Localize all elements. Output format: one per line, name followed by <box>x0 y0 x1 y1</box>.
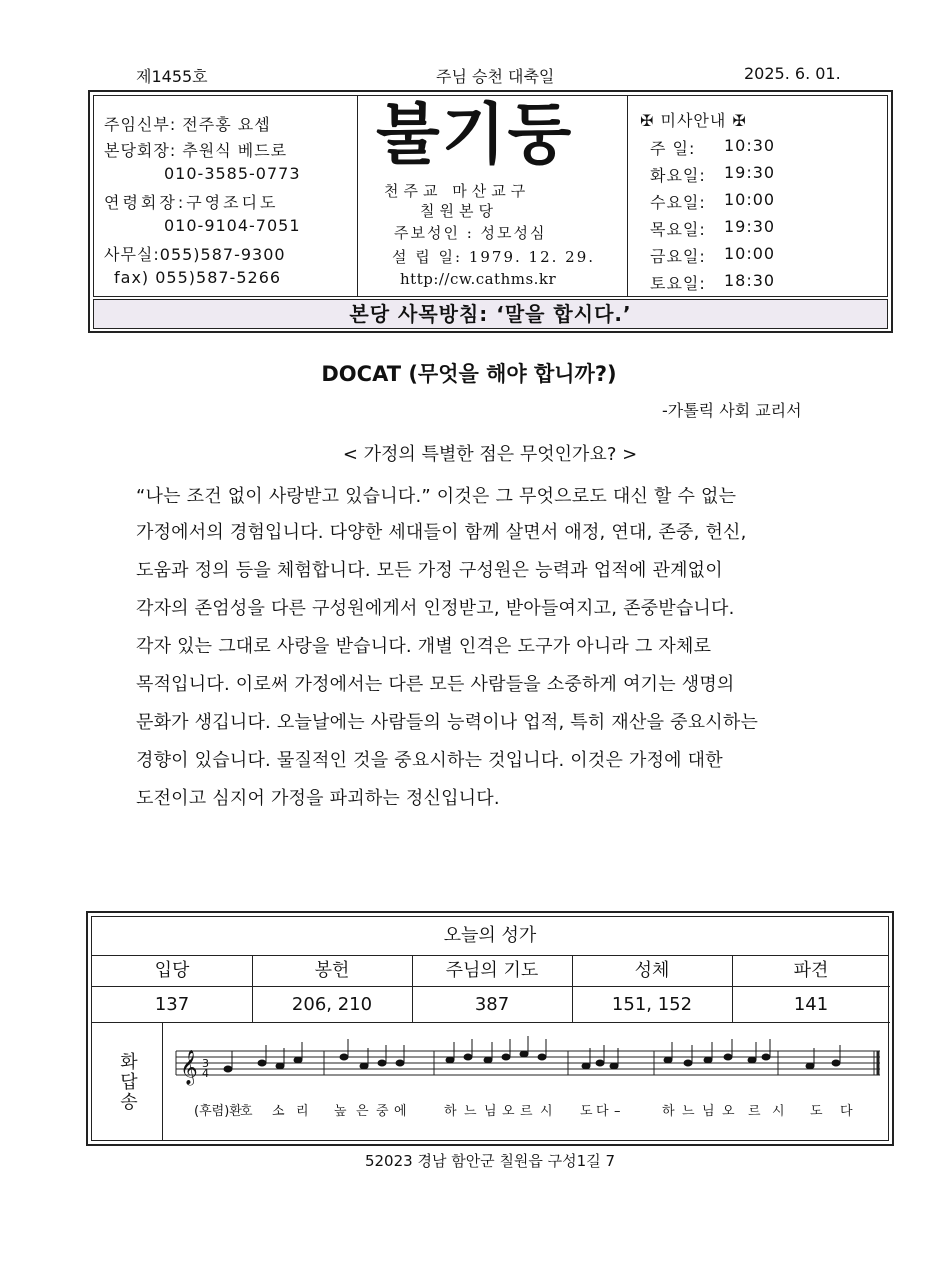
mass-day: 화요일: <box>650 166 706 185</box>
column-divider <box>732 955 733 1023</box>
note-head <box>610 1063 618 1069</box>
note-head <box>520 1051 528 1057</box>
lyric-syllable: 하 <box>444 1104 457 1119</box>
time-signature-icon: 3 <box>202 1057 209 1070</box>
hymn-number-entrance: 137 <box>92 987 252 1023</box>
masthead <box>88 90 893 333</box>
article-source: -가톨릭 사회 교리서 <box>662 401 802 420</box>
lyric-syllable: 도 <box>580 1104 593 1119</box>
article-line: 목적입니다. 이로써 가정에서는 다른 모든 사람들을 소중하게 여기는 생명의 <box>136 674 735 695</box>
note-head <box>762 1054 770 1060</box>
mass-schedule-title: ✠ 미사안내 ✠ <box>640 111 747 130</box>
note-head <box>446 1057 454 1063</box>
lyric-syllable: 중 <box>376 1104 389 1119</box>
note-head <box>704 1057 712 1063</box>
article-line: 경향이 있습니다. 물질적인 것을 중요시하는 것입니다. 이것은 가정에 대한 <box>136 750 723 771</box>
column-divider <box>412 955 413 1023</box>
pastoral-motto: 본당 사목방침: ‘말을 합시다.’ <box>93 299 888 329</box>
hymn-number-communion: 151, 152 <box>572 987 732 1023</box>
note-head <box>664 1057 672 1063</box>
note-head <box>724 1054 732 1060</box>
council-president-line: 본당회장: 추원식 베드로 <box>104 141 288 160</box>
parish-name: 칠원본당 <box>420 202 498 220</box>
note-head <box>258 1060 266 1066</box>
lyric-syllable: 소 <box>272 1104 285 1119</box>
note-head <box>340 1054 348 1060</box>
council-president-phone: 010-3585-0773 <box>164 164 301 183</box>
hymn-table-inner <box>91 916 889 1141</box>
article-line: 도움과 정의 등을 체험합니다. 모든 가정 구성원은 능력과 업적에 관계없이 <box>136 560 723 581</box>
note-head <box>360 1063 368 1069</box>
diocese-name: 천주교 마산교구 <box>384 182 531 200</box>
lyric-syllable: (후렴)환 <box>194 1104 242 1119</box>
lyric-syllable: 님 <box>484 1104 497 1119</box>
note-head <box>748 1057 756 1063</box>
pastor-line: 주임신부: 전주홍 요셉 <box>104 115 271 134</box>
treble-clef-icon: 𝄞 <box>180 1050 198 1085</box>
note-head <box>224 1066 232 1072</box>
funeral-committee-phone: 010-9104-7051 <box>164 216 301 235</box>
article-line: “나는 조건 없이 사랑받고 있습니다.” 이것은 그 무엇으로도 대신 할 수 없는 <box>136 486 737 507</box>
note-head <box>484 1057 492 1063</box>
masthead-inner <box>93 95 888 297</box>
lyric-syllable: 느 <box>682 1104 695 1119</box>
lyric-syllable: 리 <box>296 1104 309 1119</box>
lyric-syllable: 하 <box>662 1104 675 1119</box>
column-divider <box>252 955 253 1023</box>
note-head <box>832 1060 840 1066</box>
parish-url[interactable]: http://cw.cathms.kr <box>400 270 557 288</box>
time-signature-icon: 4 <box>202 1067 209 1080</box>
note-head <box>806 1063 814 1069</box>
mass-day: 주 일: <box>650 139 696 158</box>
hymn-number-recessional: 141 <box>732 987 890 1023</box>
lyric-syllable: 호 <box>240 1104 253 1119</box>
note-head <box>464 1054 472 1060</box>
issue-number: 제1455호 <box>136 67 208 86</box>
lyric-syllable: 다 <box>840 1104 853 1119</box>
lyric-syllable: 에 <box>394 1104 407 1119</box>
parish-contacts <box>94 96 358 296</box>
lyric-syllable: 높 <box>334 1104 347 1119</box>
funeral-committee-line: 연령회장:구영조디도 <box>104 193 279 212</box>
mass-day: 수요일: <box>650 193 706 212</box>
hymn-table-title: 오늘의 성가 <box>92 917 888 956</box>
mass-time: 10:00 <box>724 190 776 209</box>
mass-time: 19:30 <box>724 217 776 236</box>
mass-time: 18:30 <box>724 271 776 290</box>
mass-schedule <box>628 96 887 296</box>
music-notes <box>224 1036 840 1072</box>
responsorial-score <box>168 1031 884 1135</box>
article-title: DOCAT (무엇을 해야 합니까?) <box>321 362 617 386</box>
article-line: 각자 있는 그대로 사랑을 받습니다. 개별 인격은 도구가 아니라 그 자체로 <box>136 636 712 657</box>
article-line: 문화가 생깁니다. 오늘날에는 사람들의 능력이나 업적, 특히 재산을 중요시하는 <box>136 712 759 733</box>
parish-address: 52023 경남 함안군 칠원읍 구성1길 7 <box>364 1152 616 1170</box>
lyric-syllable: 오 <box>722 1104 735 1119</box>
mass-day: 금요일: <box>650 247 706 266</box>
note-head <box>582 1063 590 1069</box>
responsorial-psalm-text: 화답송 <box>117 1051 138 1112</box>
note-head <box>502 1054 510 1060</box>
note-head <box>378 1060 386 1066</box>
lyric-syllable: 은 <box>356 1104 369 1119</box>
feast-name: 주님 승천 대축일 <box>436 67 555 86</box>
mass-day: 토요일: <box>650 274 706 293</box>
mass-day: 목요일: <box>650 220 706 239</box>
patron-saint: 주보성인 : 성모성심 <box>394 224 547 242</box>
lyric-syllable: 오 <box>502 1104 515 1119</box>
mass-time: 10:00 <box>724 244 776 263</box>
column-divider <box>572 955 573 1023</box>
lyric-syllable: 르 <box>748 1104 761 1119</box>
bulletin-logo: 불기둥 <box>376 96 574 173</box>
lyric-syllable: – <box>614 1104 621 1119</box>
lyric-syllable: 시 <box>772 1104 785 1119</box>
hymn-table <box>86 911 894 1146</box>
note-head <box>538 1054 546 1060</box>
hymn-header-recessional: 파견 <box>732 955 890 987</box>
psalm-lyrics <box>194 1103 853 1119</box>
hymn-header-offertory: 봉헌 <box>252 955 412 987</box>
note-head <box>684 1060 692 1066</box>
article-line: 각자의 존엄성을 다른 구성원에게서 인정받고, 받아들여지고, 존중받습니다. <box>136 598 735 619</box>
mass-time: 10:30 <box>724 136 776 155</box>
lyric-syllable: 시 <box>540 1104 553 1119</box>
office-fax: fax) 055)587-5266 <box>114 268 282 287</box>
article-question: < 가정의 특별한 점은 무엇인가요? > <box>342 444 638 465</box>
note-head <box>294 1057 302 1063</box>
lyric-syllable: 다 <box>596 1104 609 1119</box>
lyric-syllable: 르 <box>520 1104 533 1119</box>
mass-time: 19:30 <box>724 163 776 182</box>
lyric-syllable: 느 <box>464 1104 477 1119</box>
office-phone: 사무실:055)587-9300 <box>104 245 286 264</box>
article-line: 도전이고 심지어 가정을 파괴하는 정신입니다. <box>136 788 500 809</box>
hymn-header-lords-prayer: 주님의 기도 <box>412 955 572 987</box>
lyric-syllable: 님 <box>702 1104 715 1119</box>
hymn-number-lords-prayer: 387 <box>412 987 572 1023</box>
note-head <box>396 1060 404 1066</box>
hymn-header-communion: 성체 <box>572 955 732 987</box>
bulletin-nameplate <box>358 96 628 296</box>
issue-date: 2025. 6. 01. <box>744 64 841 83</box>
lyric-syllable: 도 <box>810 1104 823 1119</box>
hymn-number-offertory: 206, 210 <box>252 987 412 1023</box>
note-head <box>276 1063 284 1069</box>
responsorial-psalm-label <box>92 1023 163 1140</box>
article-line: 가정에서의 경험입니다. 다양한 세대들이 함께 살면서 애정, 연대, 존중, 헌신, <box>136 522 747 543</box>
note-head <box>596 1060 604 1066</box>
founded-date: 설 립 일: 1979. 12. 29. <box>392 248 596 266</box>
hymn-header-entrance: 입당 <box>92 955 252 987</box>
